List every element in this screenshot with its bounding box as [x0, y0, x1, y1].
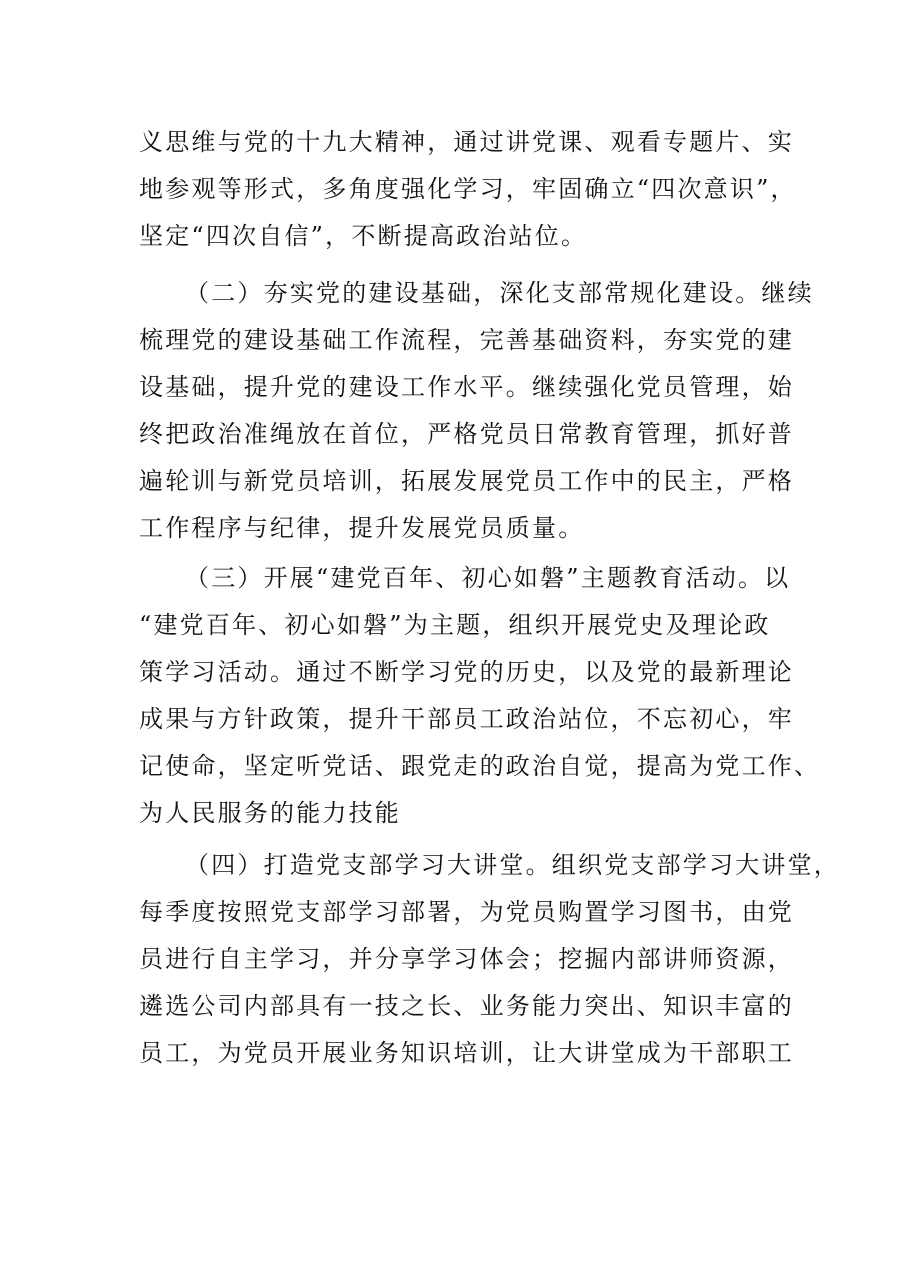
text-line: （二）夯实党的建设基础，深化支部常规化建设。继续	[185, 279, 814, 307]
text-line: 地参观等形式，多角度强化学习，牢固确立“四次意识”，	[139, 175, 797, 203]
text-line: 终把政治准绳放在首位，严格党员日常教育管理，抓好普	[139, 420, 794, 448]
text-line: 策学习活动。通过不断学习党的历史，以及党的最新理论	[139, 658, 794, 686]
text-line: “建党百年、初心如磐”为主题，组织开展党史及理论政	[139, 611, 771, 639]
text-line: 设基础，提升党的建设工作水平。继续强化党员管理，始	[139, 373, 794, 401]
text-line: 每季度按照党支部学习部署，为党员购置学习图书，由党	[139, 898, 794, 926]
text-line: 遴选公司内部具有一技之长、业务能力突出、知识丰富的	[139, 992, 794, 1020]
text-line: 梳理党的建设基础工作流程，完善基础资料，夯实党的建	[139, 326, 794, 354]
text-line: 员工，为党员开展业务知识培训，让大讲堂成为干部职工	[139, 1039, 794, 1067]
text-line: 成果与方针政策，提升干部员工政治站位，不忘初心，牢	[139, 705, 794, 733]
text-line: （四）打造党支部学习大讲堂。组织党支部学习大讲堂，	[185, 851, 840, 879]
text-line: 为人民服务的能力技能	[139, 799, 401, 827]
text-line: （三）开展“建党百年、初心如磐”主题教育活动。以	[185, 564, 791, 592]
text-line: 记使命，坚定听党话、跟党走的政治自觉，提高为党工作、	[139, 752, 821, 780]
text-line: 员进行自主学习，并分享学习体会；挖掘内部讲师资源，	[139, 945, 794, 973]
text-line: 遍轮训与新党员培训，拓展发展党员工作中的民主，严格	[139, 467, 794, 495]
text-line: 坚定“四次自信”，不断提高政治站位。	[139, 222, 588, 250]
text-line: 工作程序与纪律，提升发展党员质量。	[139, 514, 585, 542]
text-line: 义思维与党的十九大精神，通过讲党课、观看专题片、实	[139, 128, 794, 156]
